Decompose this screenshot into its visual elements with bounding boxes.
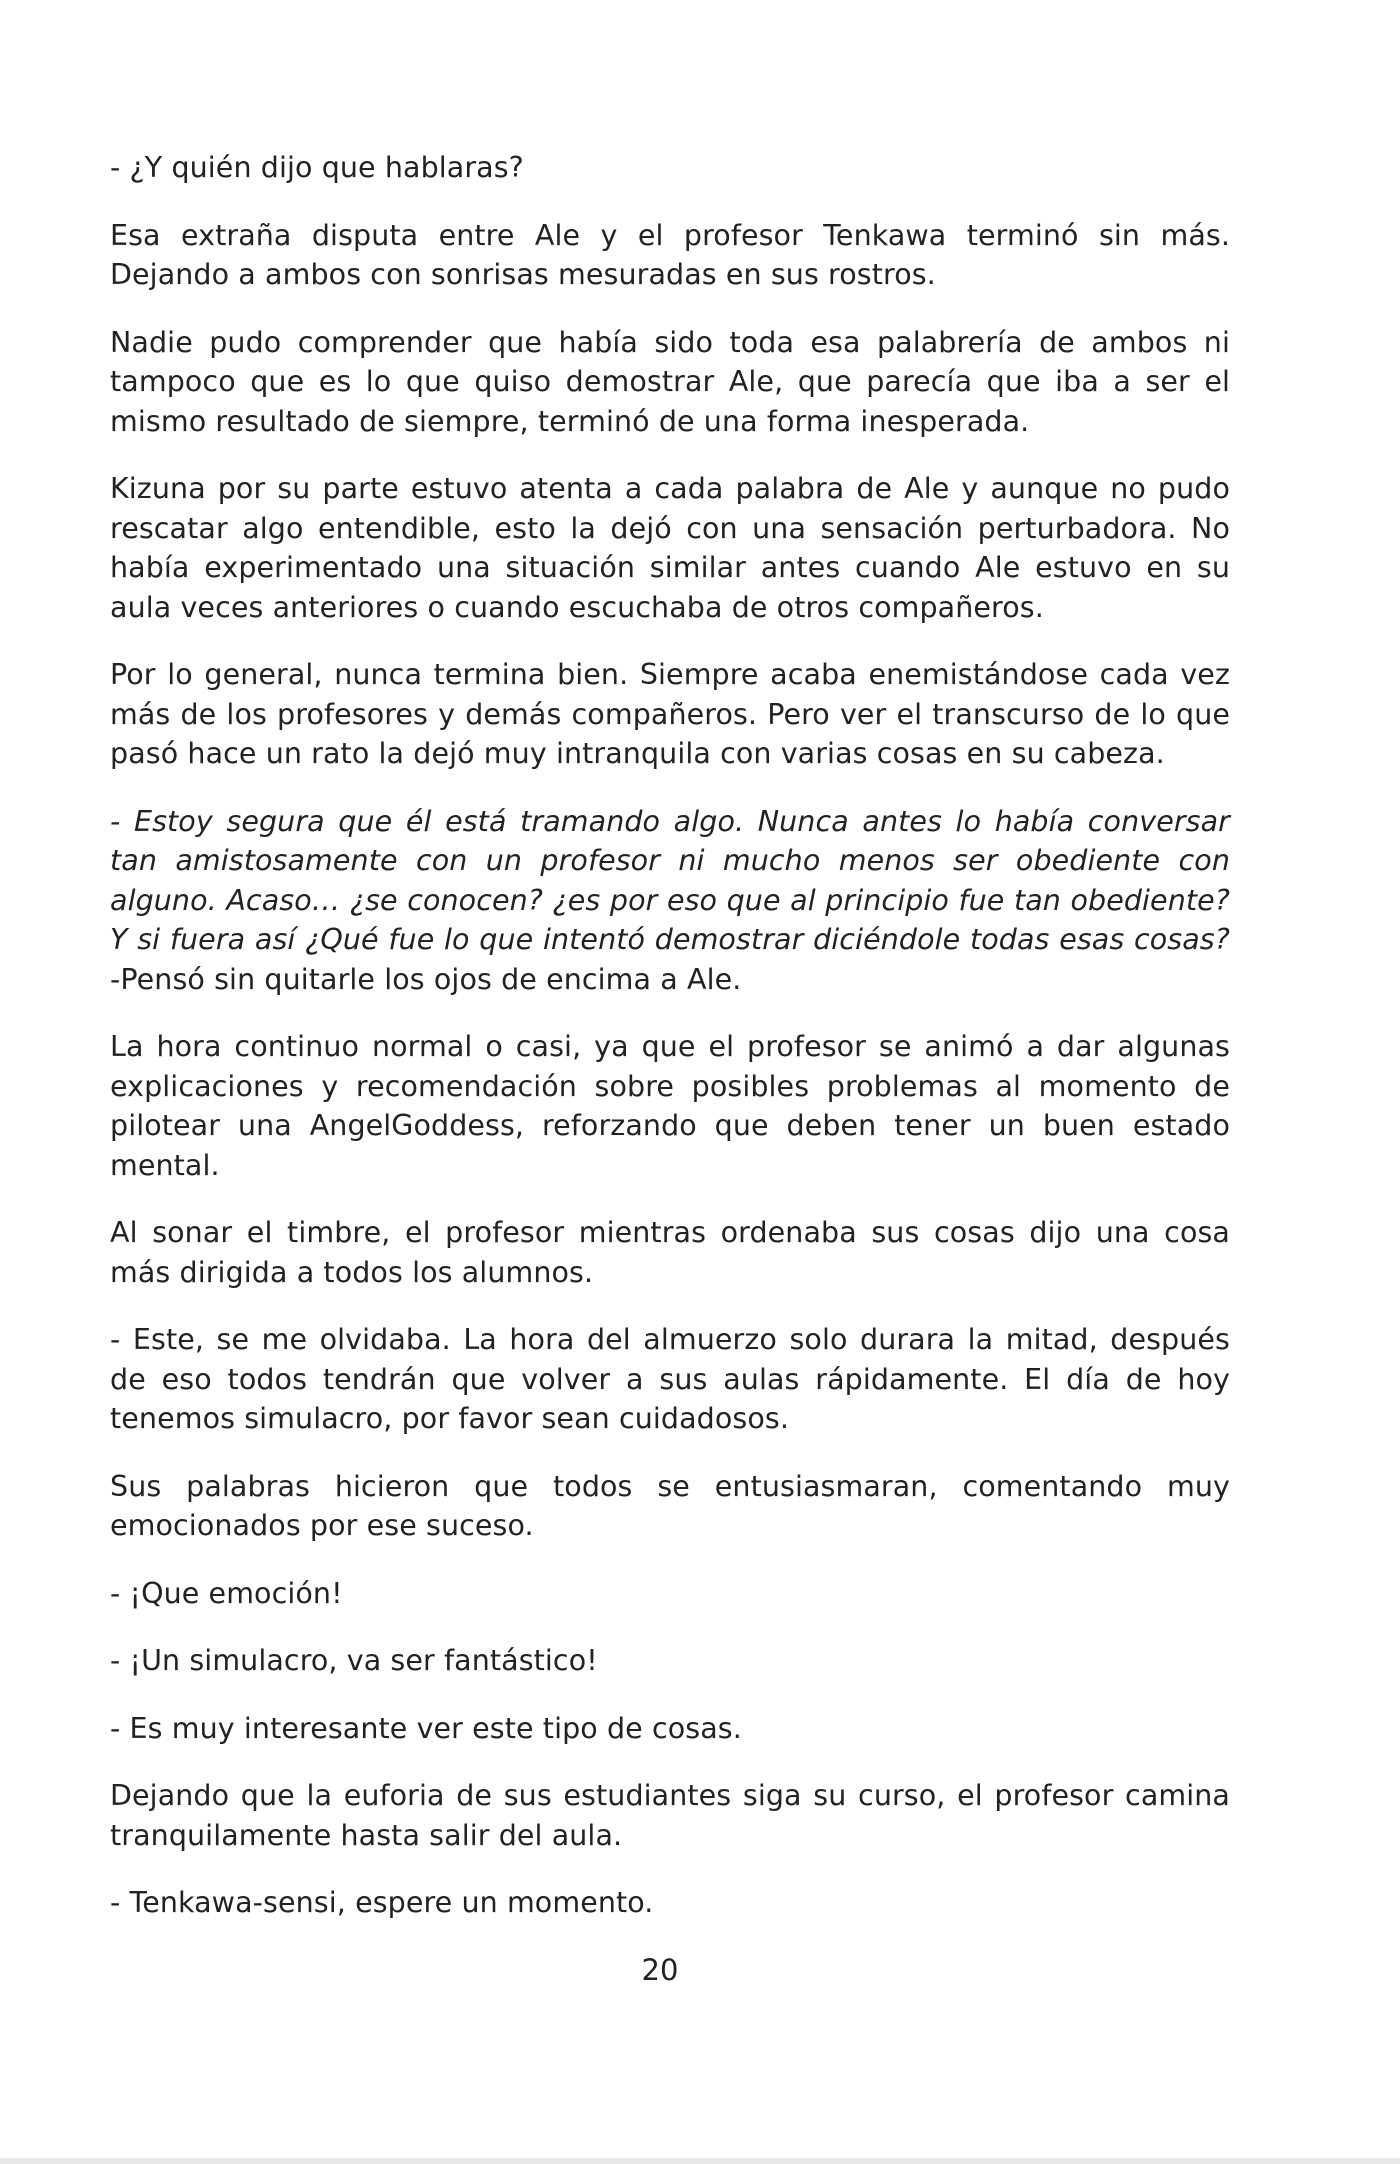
paragraph-8: Al sonar el timbre, el profesor mientras ordenaba sus cosas dijo una cosa más dirigida a todos los alumnos.: [110, 1216, 1230, 1289]
thought-italic-text: - Estoy segura que él está tramando algo. Nunca antes lo había conversar tan amistosamente con un profesor ni mucho menos ser obediente con alguno. Acaso… ¿se conocen? ¿es por eso que al principio fue tan obediente? Y si fuera así ¿Qué fue lo que intentó demostrar diciéndole todas esas cosas?: [110, 804, 1230, 956]
paragraph-10: Sus palabras hicieron que todos se entusiasmaran, comentando muy emocionados por ese suceso.: [110, 1469, 1230, 1542]
paragraph-5: Por lo general, nunca termina bien. Siempre acaba enemistándose cada vez más de los profesores y demás compañeros. Pero ver el transcurso de lo que pasó hace un rato la dejó muy intranquila con varias cosas en su cabeza.: [110, 658, 1230, 770]
thought-narration-text: -Pensó sin quitarle los ojos de encima a Ale.: [110, 962, 742, 996]
paragraph-2: Esa extraña disputa entre Ale y el profesor Tenkawa terminó sin más. Dejando a ambos con sonrisas mesuradas en sus rostros.: [110, 218, 1230, 291]
paragraph-thought: [110, 802, 1230, 1000]
paragraph-dialogue-4: - Es muy interesante ver este tipo de cosas.: [110, 1711, 742, 1745]
paragraph-4: Kizuna por su parte estuvo atenta a cada palabra de Ale y aunque no pudo rescatar algo entendible, esto la dejó con una sensación perturbadora. No había experimentado una situación similar antes cuando Ale estuvo en su aula veces anteriores o cuando escuchaba de otros compañeros.: [110, 472, 1230, 624]
paragraph-dialogue-2: - ¡Que emoción!: [110, 1576, 343, 1610]
paragraph-dialogue-professor: - Este, se me olvidaba. La hora del almuerzo solo durara la mitad, después de eso todos tendrán que volver a sus aulas rápidamente. El día de hoy tenemos simulacro, por favor sean cuidadosos.: [110, 1323, 1230, 1435]
bottom-edge-line: [0, 2158, 1400, 2164]
paragraph-dialogue-1: - ¿Y quién dijo que hablaras?: [110, 151, 524, 184]
document-page-body: [110, 148, 1230, 1951]
paragraph-7: La hora continuo normal o casi, ya que el profesor se animó a dar algunas explicaciones y recomendación sobre posibles problemas al momento de pilotear una AngelGoddess, reforzando que deben tener un buen estado mental.: [110, 1030, 1230, 1182]
paragraph-dialogue-3: - ¡Un simulacro, va ser fantástico!: [110, 1644, 598, 1677]
paragraph-3: Nadie pudo comprender que había sido toda esa palabrería de ambos ni tampoco que es lo que quiso demostrar Ale, que parecía que iba a ser el mismo resultado de siempre, terminó de una forma inesperada.: [110, 325, 1230, 438]
page-number: 20: [641, 1953, 679, 1987]
paragraph-14: Dejando que la euforia de sus estudiantes siga su curso, el profesor camina tranquilamente hasta salir del aula.: [110, 1779, 1230, 1852]
paragraph-dialogue-5: - Tenkawa-sensi, espere un momento.: [110, 1886, 654, 1919]
